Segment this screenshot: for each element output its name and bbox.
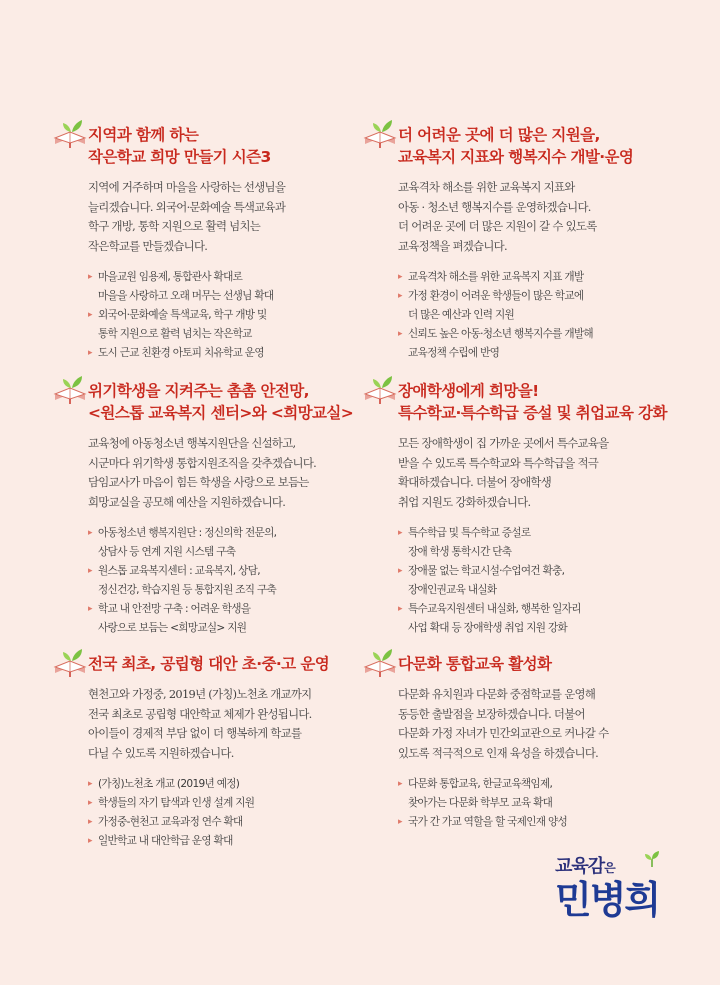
section-description: 교육청에 아동청소년 행복지원단을 신설하고, 시군마다 위기학생 통합지원조직을 갖추겠습니다. 담임교사가 마음이 힘든 학생을 사랑으로 보듬는 희망교실을 공모해 예산을 지원하겠습니다.: [88, 436, 317, 509]
section-description: 모든 장애학생이 집 가까운 곳에서 특수교육을 받을 수 있도록 특수학교와 특수학급을 적극 확대하겠습니다. 더불어 장애학생 취업 지원도 강화하겠습니다.: [398, 436, 609, 509]
section-alternative-school: [88, 653, 388, 851]
section-description: 다문화 유치원과 다문화 중점학교를 운영해 동등한 출발점을 보장하겠습니다. 더불어 다문화 가정 자녀가 민간외교관으로 커나갈 수 있도록 적극적으로 인재 육성을 하겠습니다.: [398, 687, 609, 760]
section-title: 지역과 함께 하는 작은학교 희망 만들기 시즌3: [88, 126, 271, 166]
leaf-sprout-icon: [643, 850, 661, 868]
section-title: 전국 최초, 공립형 대안 초·중·고 운영: [88, 655, 330, 673]
candidate-logo: [555, 852, 675, 920]
open-book-with-sprout-icon: [362, 118, 398, 152]
list-item: ▸ 특수교육지원센터 내실화, 행복한 일자리 사업 확대 등 장애학생 취업 지원 강화: [398, 600, 698, 638]
list-item: ▸ 특수학급 및 특수학교 증설로 장애 학생 통학시간 단축: [398, 524, 698, 562]
open-book-with-sprout-icon: [362, 647, 398, 681]
section-description: 지역에 거주하며 마을을 사랑하는 선생님을 늘리겠습니다. 외국어·문화예술 특색교육과 학구 개방, 통학 지원으로 활력 넘치는 작은학교를 만들겠습니다.: [88, 180, 286, 253]
list-item: ▸ 외국어·문화예술 특색교육, 학구 개방 및 통학 지원으로 활력 넘치는 작은학교: [88, 306, 388, 344]
section-multicultural: [398, 653, 698, 832]
bullet-list: [398, 268, 698, 363]
candidate-name: 민병희: [555, 878, 660, 922]
list-item: ▸ (가칭)노천초 개교 (2019년 예정): [88, 775, 388, 794]
section-small-school: [88, 124, 388, 363]
open-book-with-sprout-icon: [52, 118, 88, 152]
section-title: 다문화 통합교육 활성화: [398, 655, 552, 673]
section-title: 더 어려운 곳에 더 많은 지원을, 교육복지 지표와 행복지수 개발·운영: [398, 126, 634, 166]
bullet-list: [88, 268, 388, 363]
section-safety-net: [88, 380, 388, 638]
list-item: ▸ 학교 내 안전망 구축 : 어려운 학생을 사랑으로 보듬는 <희망교실> 지원: [88, 600, 388, 638]
list-item: ▸ 가정중-현천고 교육과정 연수 확대: [88, 813, 388, 832]
list-item: ▸ 마을교원 임용제, 통합관사 확대로 마을을 사랑하고 오래 머무는 선생님 확대: [88, 268, 388, 306]
section-description: 교육격차 해소를 위한 교육복지 지표와 아동 · 청소년 행복지수를 운영하겠습니다. 더 어려운 곳에 더 많은 지원이 갈 수 있도록 교육정책을 펴겠습니다.: [398, 180, 597, 253]
list-item: ▸ 아동청소년 행복지원단 : 정신의학 전문의, 상담사 등 연계 지원 시스템 구축: [88, 524, 388, 562]
list-item: ▸ 교육격차 해소를 위한 교육복지 지표 개발: [398, 268, 698, 287]
list-item: ▸ 학생들의 자기 탐색과 인생 설계 지원: [88, 794, 388, 813]
open-book-with-sprout-icon: [362, 374, 398, 408]
list-item: ▸ 다문화 통합교육, 한글교육책임제, 찾아가는 다문화 학부모 교육 확대: [398, 775, 698, 813]
bullet-list: [398, 775, 698, 832]
list-item: ▸ 가정 환경이 어려운 학생들이 많은 학교에 더 많은 예산과 인력 지원: [398, 287, 698, 325]
list-item: ▸ 일반학교 내 대안학급 운영 확대: [88, 832, 388, 851]
section-special-education: [398, 380, 698, 638]
open-book-with-sprout-icon: [52, 647, 88, 681]
list-item: ▸ 장애물 없는 학교시설·수업여건 확충, 장애인권교육 내실화: [398, 562, 698, 600]
bullet-list: [398, 524, 698, 638]
bullet-list: [88, 775, 388, 851]
list-item: ▸ 신뢰도 높은 아동·청소년 행복지수를 개발해 교육정책 수립에 반영: [398, 325, 698, 363]
bullet-list: [88, 524, 388, 638]
logo-tagline: 교육감은: [555, 856, 615, 877]
list-item: ▸ 도시 근교 친환경 아토피 치유학교 운영: [88, 344, 388, 363]
section-title: 장애학생에게 희망을! 특수학교·특수학급 증설 및 취업교육 강화: [398, 382, 667, 422]
list-item: ▸ 원스톱 교육복지센터 : 교육복지, 상담, 정신건강, 학습지원 등 통합지원 조직 구축: [88, 562, 388, 600]
section-description: 현천고와 가정중, 2019년 (가칭)노천초 개교까지 전국 최초로 공립형 대안학교 체제가 완성됩니다. 아이들이 경제적 부담 없이 더 행복하게 학교를 다닐 수 있도록 지원하겠습니다.: [88, 687, 312, 760]
open-book-with-sprout-icon: [52, 374, 88, 408]
section-education-welfare: [398, 124, 698, 363]
section-title: 위기학생을 지켜주는 촘촘 안전망, <원스톱 교육복지 센터>와 <희망교실>: [88, 382, 354, 422]
list-item: ▸ 국가 간 가교 역할을 할 국제인재 양성: [398, 813, 698, 832]
